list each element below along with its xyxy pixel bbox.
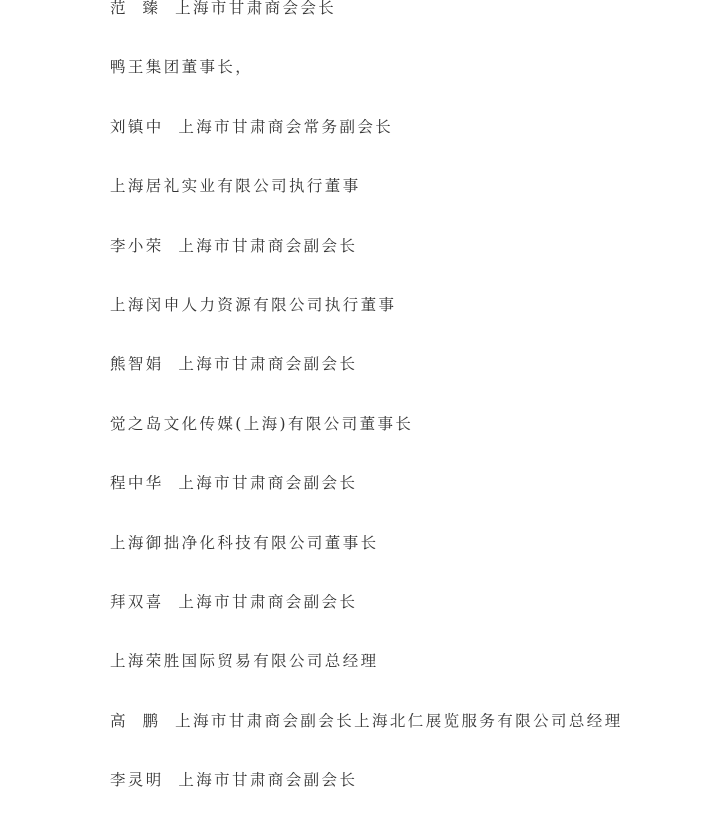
- text-line: 李小荣 上海市甘肃商会副会长: [110, 236, 358, 255]
- text-line: 上海居礼实业有限公司执行董事: [110, 177, 361, 196]
- text-line: 鸭王集团董事长，: [110, 58, 254, 77]
- text-line: 李灵明 上海市甘肃商会副会长: [110, 771, 358, 790]
- text-line: 觉之岛文化传媒(上海)有限公司董事长: [110, 414, 414, 433]
- text-line: 上海闵申人力资源有限公司执行董事: [110, 295, 397, 314]
- text-line: 上海荣胜国际贸易有限公司总经理: [110, 652, 379, 671]
- text-line: 范 臻 上海市甘肃商会会长: [110, 0, 337, 17]
- text-line: 熊智娟 上海市甘肃商会副会长: [110, 355, 358, 374]
- text-line: 刘镇中 上海市甘肃商会常务副会长: [110, 117, 394, 136]
- text-line: 高 鹏 上海市甘肃商会副会长上海北仁展览服务有限公司总经理: [110, 711, 623, 730]
- text-line: 上海御拙净化科技有限公司董事长: [110, 533, 379, 552]
- text-line: 拜双喜 上海市甘肃商会副会长: [110, 592, 358, 611]
- text-line: 程中华 上海市甘肃商会副会长: [110, 474, 358, 493]
- document-body: [110, 0, 710, 829]
